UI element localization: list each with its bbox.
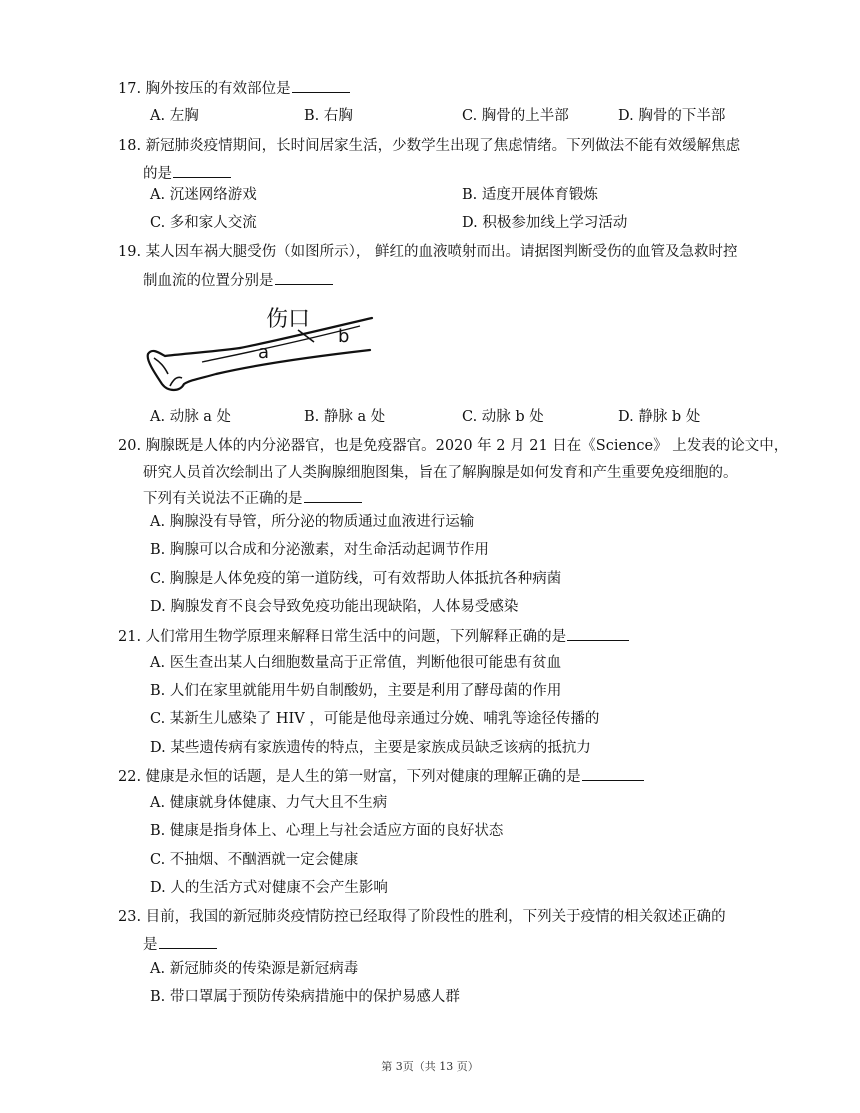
q22-option-b: B. 健康是指身体上、心理上与社会适应方面的良好状态 <box>150 823 504 839</box>
toe-line <box>170 377 182 386</box>
q20-option-b: B. 胸腺可以合成和分泌激素，对生命活动起调节作用 <box>150 542 489 558</box>
answer-blank[interactable] <box>159 934 217 949</box>
q22-option-d: D. 人的生活方式对健康不会产生影响 <box>150 880 388 896</box>
question-20-stem-line3: 下列有关说法不正确的是 <box>143 488 362 509</box>
q17-option-a: A. 左胸 <box>150 108 199 124</box>
leg-injury-figure <box>140 296 380 400</box>
question-19-stem-line2: 制血流的位置分别是 <box>143 270 333 291</box>
question-17-stem: 17. 胸外按压的有效部位是 <box>118 78 350 99</box>
q17-option-d: D. 胸骨的下半部 <box>618 108 726 124</box>
q18-option-c: C. 多和家人交流 <box>150 215 257 231</box>
q22-option-c: C. 不抽烟、不酗酒就一定会健康 <box>150 852 359 868</box>
q21-option-b: B. 人们在家里就能用牛奶自制酸奶，主要是利用了酵母菌的作用 <box>150 683 562 699</box>
page-footer: 第 3页（共 13 页） <box>381 1060 479 1073</box>
answer-blank[interactable] <box>567 626 629 641</box>
question-18-stem-line1: 18. 新冠肺炎疫情期间，长时间居家生活，少数学生出现了焦虑情绪。下列做法不能有效缓解焦虑 <box>118 138 741 154</box>
q19-option-d: D. 静脉 b 处 <box>618 409 701 425</box>
q19-option-b: B. 静脉 a 处 <box>304 409 386 425</box>
q21-option-a: A. 医生查出某人白细胞数量高于正常值，判断他很可能患有贫血 <box>150 655 562 671</box>
q19-option-a: A. 动脉 a 处 <box>150 409 232 425</box>
answer-blank[interactable] <box>173 163 231 178</box>
heel-line <box>154 358 168 374</box>
q19-option-c: C. 动脉 b 处 <box>462 409 544 425</box>
q20-option-a: A. 胸腺没有导管，所分泌的物质通过血液进行运输 <box>150 514 475 530</box>
q18-option-a: A. 沉迷网络游戏 <box>150 187 257 203</box>
q20-option-c: C. 胸腺是人体免疫的第一道防线，可有效帮助人体抵抗各种病菌 <box>150 571 562 587</box>
q21-option-c: C. 某新生儿感染了 HIV ，可能是他母亲通过分娩、哺乳等途径传播的 <box>150 711 600 727</box>
label-a: a <box>258 342 270 363</box>
q23-option-a: A. 新冠肺炎的传染源是新冠病毒 <box>150 961 359 977</box>
question-22-stem: 22. 健康是永恒的话题，是人生的第一财富，下列对健康的理解正确的是 <box>118 766 644 787</box>
q18-option-b: B. 适度开展体育锻炼 <box>462 187 598 203</box>
q22-option-a: A. 健康就身体健康、力气大且不生病 <box>150 795 388 811</box>
q18-option-d: D. 积极参加线上学习活动 <box>462 215 628 231</box>
question-23-stem-line2: 是 <box>143 934 217 955</box>
q17-option-b: B. 右胸 <box>304 108 353 124</box>
question-21-stem: 21. 人们常用生物学原理来解释日常生活中的问题，下列解释正确的是 <box>118 626 629 647</box>
q23-option-b: B. 带口罩属于预防传染病措施中的保护易感人群 <box>150 989 460 1005</box>
label-b: b <box>338 326 350 347</box>
question-20-stem-line1: 20. 胸腺既是人体的内分泌器官，也是免疫器官。2020 年 2 月 21 日在《Science》 上发表的论文中， <box>118 438 789 454</box>
q17-option-c: C. 胸骨的上半部 <box>462 108 569 124</box>
question-19-stem-line1: 19. 某人因车祸大腿受伤（如图所示）， 鲜红的血液喷射而出。请据图判断受伤的血管及急救时控 <box>118 244 738 260</box>
question-18-stem-line2: 的是 <box>143 163 231 184</box>
q21-option-d: D. 某些遗传病有家族遗传的特点，主要是家族成员缺乏该病的抵抗力 <box>150 740 591 756</box>
wound-label: 伤口 <box>266 307 311 332</box>
q20-option-d: D. 胸腺发育不良会导致免疫功能出现缺陷，人体易受感染 <box>150 599 519 615</box>
question-20-stem-line2: 研究人员首次绘制出了人类胸腺细胞图集，旨在了解胸腺是如何发育和产生重要免疫细胞的。 <box>143 465 738 481</box>
answer-blank[interactable] <box>304 488 362 503</box>
answer-blank[interactable] <box>275 270 333 285</box>
answer-blank[interactable] <box>292 78 350 93</box>
answer-blank[interactable] <box>582 766 644 781</box>
question-23-stem-line1: 23. 目前，我国的新冠肺炎疫情防控已经取得了阶段性的胜利，下列关于疫情的相关叙述正确的 <box>118 909 726 925</box>
